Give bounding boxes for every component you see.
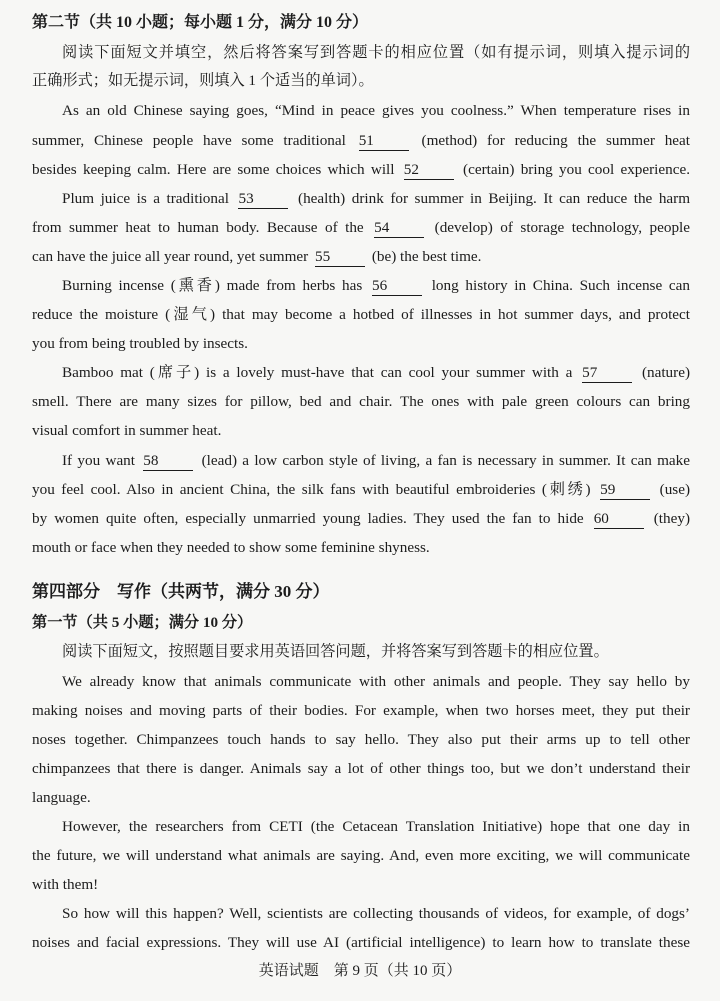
reading-p1-line5: language. bbox=[32, 789, 91, 806]
reading-p2-line1: However, the researchers from CETI (the Cetacean Translation Initiative) hope that one day in bbox=[62, 818, 690, 835]
part4-title: 第四部分 写作（共两节，满分 30 分） bbox=[32, 582, 330, 601]
part4-instruction: 阅读下面短文，按照题目要求用英语回答问题，并将答案写到答题卡的相应位置。 bbox=[62, 643, 609, 660]
text: from summer heat to human body. Because of the bbox=[32, 219, 364, 236]
blank-54: 54 bbox=[374, 219, 424, 238]
blank-60: 60 bbox=[594, 510, 644, 529]
blank-57: 57 bbox=[582, 364, 632, 383]
blank-51: 51 bbox=[359, 132, 409, 151]
text: (be) the best time. bbox=[371, 248, 482, 265]
text: Plum juice is a traditional bbox=[62, 190, 229, 207]
reading-p1-line4: chimpanzees that there is danger. Animals say a lot of other things too, but we don’t understand their bbox=[32, 760, 690, 777]
passage-p2-line3 bbox=[32, 246, 690, 268]
reading-p1-line2: making noises and moving parts of their bodies. For example, when two horses meet, they put their bbox=[32, 702, 690, 719]
text: (use) bbox=[659, 481, 691, 498]
section2-title: 第二节（共 10 小题；每小题 1 分，满分 10 分） bbox=[32, 14, 369, 31]
text: (lead) a low carbon style of living, a fan is necessary in summer. It can make bbox=[201, 452, 691, 469]
section2-instruction-line1: 阅读下面短文并填空，然后将答案写到答题卡的相应位置（如有提示词，则填入提示词的 bbox=[62, 44, 690, 61]
reading-p1-line1: We already know that animals communicate with other animals and people. They say hello by bbox=[62, 673, 690, 690]
passage-p1-line1: As an old Chinese saying goes, “Mind in peace gives you coolness.” When temperature rises in bbox=[62, 102, 690, 119]
reading-p2-line2: the future, we will understand what animals are saying. And, even more exciting, we will communicate bbox=[32, 847, 690, 864]
text: (they) bbox=[653, 510, 690, 527]
reading-p3-line2: noises and facial expressions. They will use AI (artificial intelligence) to learn how to translate these bbox=[32, 934, 690, 951]
text: long history in China. Such incense can bbox=[431, 277, 690, 294]
text: Bamboo mat (席子) is a lovely must-have that can cool your summer with a bbox=[62, 364, 573, 381]
passage-p4-line1 bbox=[62, 362, 690, 384]
passage-p5-line2 bbox=[32, 479, 690, 501]
text: (method) for reducing the summer heat bbox=[421, 132, 691, 149]
passage-p3-line3: you from being troubled by insects. bbox=[32, 335, 248, 352]
passage-p5-line1 bbox=[62, 450, 690, 472]
passage-p4-line2: smell. There are many sizes for pillow, bed and chair. The ones with pale green colours can bring bbox=[32, 393, 690, 410]
text: can have the juice all year round, yet summer bbox=[32, 248, 309, 265]
text: Burning incense (熏香) made from herbs has bbox=[62, 277, 363, 294]
passage-p3-line1 bbox=[62, 275, 690, 297]
section2-instruction-line2: 正确形式；如无提示词，则填入 1 个适当的单词）。 bbox=[32, 72, 374, 89]
passage-p3-line2: reduce the moisture (湿气) that may become a hotbed of illnesses in hot summer days, and protect bbox=[32, 306, 690, 323]
text: (health) drink for summer in Beijing. It can reduce the harm bbox=[298, 190, 691, 207]
blank-52: 52 bbox=[404, 161, 454, 180]
reading-p2-line3: with them! bbox=[32, 876, 99, 893]
text: besides keeping calm. Here are some choices which will bbox=[32, 161, 395, 178]
part4-section1-title: 第一节（共 5 小题；满分 10 分） bbox=[32, 614, 253, 631]
text: If you want bbox=[62, 452, 135, 469]
page-footer: 英语试题 第 9 页（共 10 页） bbox=[258, 963, 462, 979]
reading-p1-line3: noses together. Chimpanzees touch hands to say hello. They also put their arms up to tell other bbox=[32, 731, 690, 748]
text: summer, Chinese people have some traditional bbox=[32, 132, 346, 149]
blank-58: 58 bbox=[143, 452, 193, 471]
blank-56: 56 bbox=[372, 277, 422, 296]
passage-p2-line1 bbox=[62, 188, 690, 210]
passage-p5-line3 bbox=[32, 508, 690, 530]
blank-53: 53 bbox=[238, 190, 288, 209]
blank-55: 55 bbox=[315, 248, 365, 267]
text: (nature) bbox=[641, 364, 690, 381]
passage-p2-line2 bbox=[32, 217, 690, 239]
blank-59: 59 bbox=[600, 481, 650, 500]
passage-p1-line3 bbox=[32, 159, 690, 181]
reading-p3-line1: So how will this happen? Well, scientists are collecting thousands of videos, for example, of dogs’ bbox=[62, 905, 690, 922]
passage-p5-line4: mouth or face when they needed to show some feminine shyness. bbox=[32, 539, 430, 556]
text: (certain) bring you cool experience. bbox=[463, 161, 691, 178]
passage-p1-line2 bbox=[32, 130, 690, 152]
text: you feel cool. Also in ancient China, the silk fans with beautiful embroideries (刺绣) bbox=[32, 481, 591, 498]
text: (develop) of storage technology, people bbox=[434, 219, 691, 236]
text: by women quite often, especially unmarried young ladies. They used the fan to hide bbox=[32, 510, 584, 527]
passage-p4-line3: visual comfort in summer heat. bbox=[32, 422, 222, 439]
